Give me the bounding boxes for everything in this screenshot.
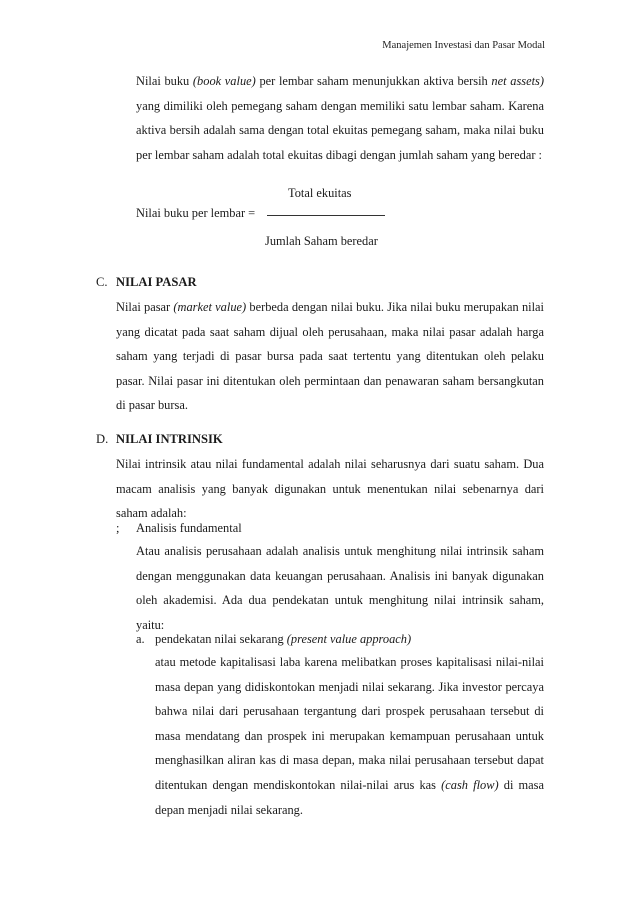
assets-term: assets)	[510, 74, 544, 88]
market-value-text-1: Nilai pasar	[116, 300, 171, 314]
market-value-term: (market value)	[173, 300, 247, 314]
book-value-text-3: yang dimiliki oleh pemegang saham dengan memiliki satu lembar saham. Karena aktiva bersih adalah sama dengan total ekuitas pemegang saham, maka nilai buku per lembar saham adalah total ekuitas dibagi dengan jumlah saham yang beredar :	[136, 98, 544, 162]
market-value-text-2: berbeda dengan nilai buku. Jika nilai buku merupakan nilai yang dicatat pada saat saham dijual oleh perusahaan, maka nilai pasar adalah harga saham yang terjadi di pasar bursa pada saat tertentu yang ditentukan oleh pelaku pasar. Nilai pasar ini ditentukan oleh permintaan dan penawaran saham bersangkutan di pasar bursa.	[116, 300, 544, 413]
book-value-text-2: per lembar saham menunjukkan aktiva bersih	[259, 74, 488, 88]
book-value-term: (book value)	[192, 74, 256, 88]
bullet-marker: ;	[116, 521, 120, 535]
formula-denominator: Jumlah Saham beredar	[265, 234, 378, 248]
section-c-paragraph	[116, 295, 544, 418]
item-a-term: (present value approach)	[286, 632, 412, 646]
formula-numerator: Total ekuitas	[288, 186, 352, 200]
net-term: net	[491, 74, 507, 88]
section-d-intro: Nilai intrinsik atau nilai fundamental adalah nilai seharusnya dari suatu saham. Dua macam analisis yang banyak digunakan untuk menentukan nilai sebenarnya dari saham adalah:	[116, 457, 544, 521]
book-value-paragraph	[136, 69, 544, 167]
running-header: Manajemen Investasi dan Pasar Modal	[382, 40, 545, 51]
book-value-text-1: Nilai buku	[136, 74, 190, 88]
item-a-text-1: atau metode kapitalisasi laba karena melibatkan proses kapitalisasi nilai-nilai masa depan yang didiskontokan menjadi nilai sekarang. Jika investor percaya bahwa nilai dari perusahaan tergantung dari prospek perusahaan tersebut di masa mendatang dan prospek ini merupakan kemampuan perusahaan untuk menghasilkan aliran kas di masa depan, maka nilai perusahaan tersebut dapat ditentukan dengan mendiskontokan nilai-nilai arus kas	[155, 655, 544, 792]
fraction-bar	[267, 215, 385, 216]
section-d-title: NILAI INTRINSIK	[116, 432, 223, 446]
formula-label: Nilai buku per lembar =	[136, 206, 256, 220]
section-d-letter: D.	[96, 432, 109, 446]
fundamental-analysis-title: Analisis fundamental	[136, 521, 242, 535]
item-a-title: pendekatan nilai sekarang	[155, 632, 284, 646]
cash-flow-term: (cash flow)	[441, 777, 499, 792]
section-c-heading	[96, 275, 197, 290]
section-c-letter: C.	[96, 275, 108, 289]
section-d-heading	[96, 432, 223, 447]
item-a-paragraph	[155, 650, 544, 822]
section-c-title: NILAI PASAR	[116, 275, 197, 289]
item-a-heading	[155, 632, 411, 647]
fundamental-analysis-paragraph: Atau analisis perusahaan adalah analisis untuk menghitung nilai intrinsik saham dengan menggunakan data keuangan perusahaan. Analisis ini banyak digunakan oleh akademisi. Ada dua pendekatan untuk menghitung nilai intrinsik saham, yaitu:	[136, 544, 544, 632]
item-a-marker: a.	[136, 632, 145, 646]
item-a-text-2: di masa depan menjadi nilai sekarang.	[155, 777, 544, 817]
